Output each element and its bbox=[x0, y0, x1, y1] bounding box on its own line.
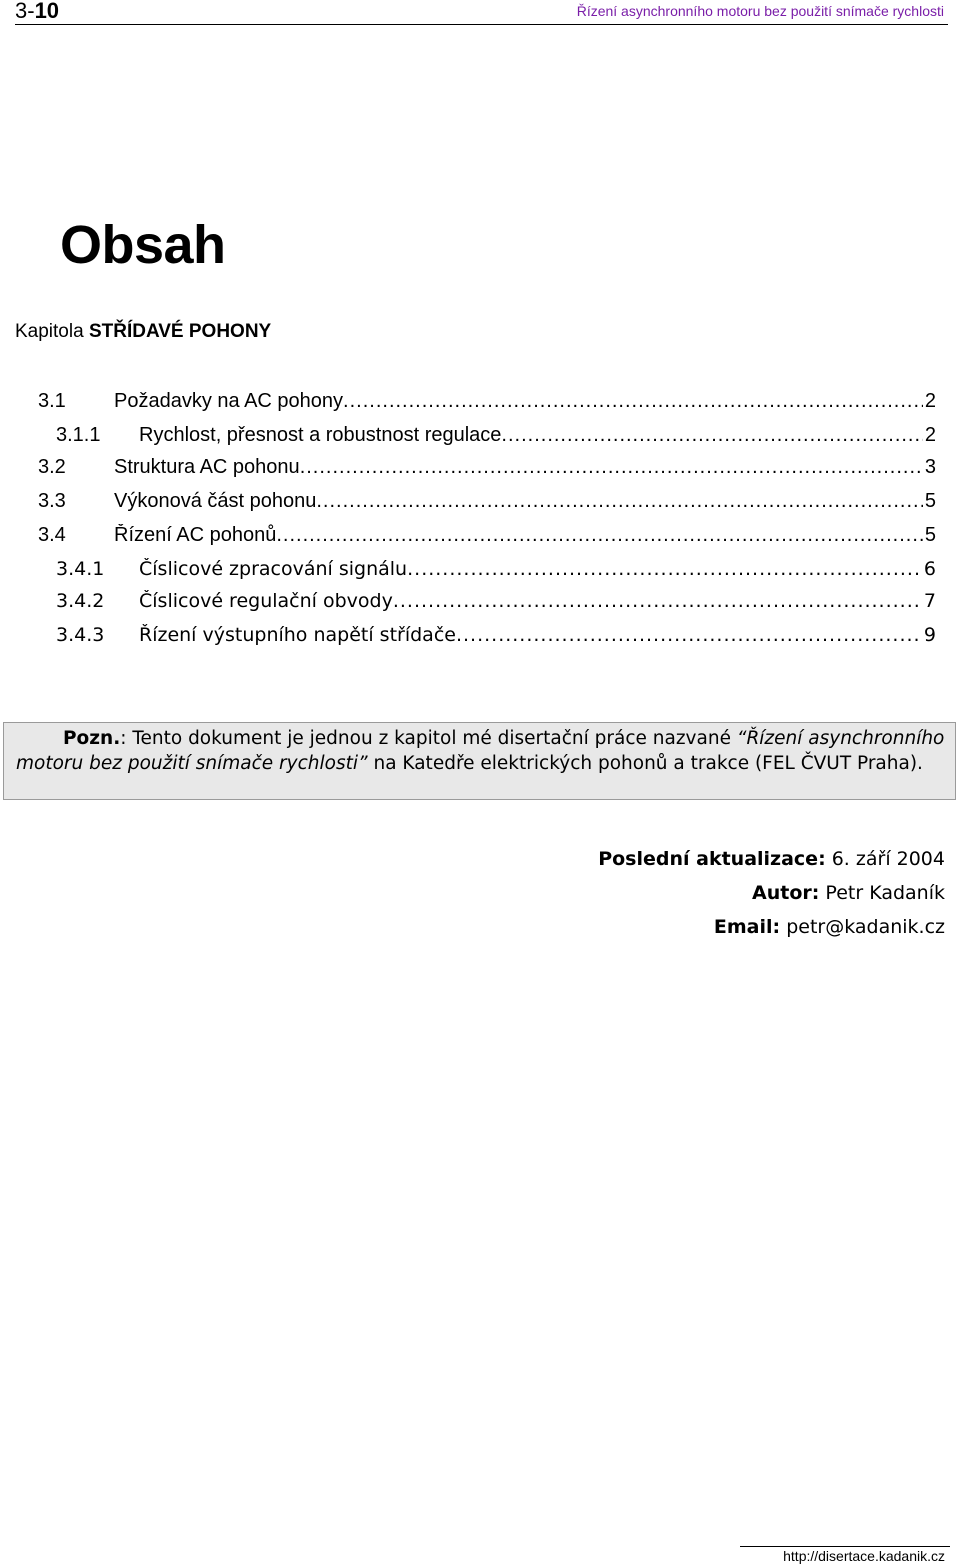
toc-entry[interactable]: 3.4 Řízení AC pohonů ..... 5 bbox=[38, 524, 936, 554]
thesis-title: “Řízení asynchronního motoru bez použití snímače rychlosti” bbox=[16, 728, 945, 774]
page-number: 3-10 bbox=[15, 0, 60, 23]
toc-entry[interactable]: 3.4.1 Číslicové zpracování signálu ..... 6 bbox=[56, 558, 936, 588]
chapter-title: Kapitola STŘÍDAVÉ POHONY bbox=[15, 321, 272, 342]
email: Email: petr@kadanik.cz bbox=[713, 916, 945, 938]
toc-entry[interactable]: 3.2 Struktura AC pohonu ..... 3 bbox=[38, 456, 936, 486]
toc-entry[interactable]: 3.1.1 Rychlost, přesnost a robustnost regulace ..... 2 bbox=[56, 424, 936, 454]
running-title: Řízení asynchronního motoru bez použití snímače rychlosti bbox=[576, 3, 944, 19]
toc-entry[interactable]: 3.3 Výkonová část pohonu ..... 5 bbox=[38, 490, 936, 520]
document-metadata bbox=[598, 842, 945, 944]
note-text-end: na Katedře elektrických pohonů a trakce (FEL ČVUT Praha). bbox=[367, 753, 923, 774]
page-title: Obsah bbox=[60, 215, 226, 275]
toc-entry[interactable]: 3.4.3 Řízení výstupního napětí střídače ..... 9 bbox=[56, 624, 936, 654]
footer-url[interactable]: http://disertace.kadanik.cz bbox=[783, 1548, 945, 1564]
toc-entry[interactable]: 3.1 Požadavky na AC pohony ..... 2 bbox=[38, 390, 936, 420]
last-updated: Poslední aktualizace: 6. září 2004 bbox=[598, 848, 945, 870]
note-label: Pozn. bbox=[63, 728, 121, 749]
footer-divider bbox=[740, 1546, 950, 1547]
page-header bbox=[15, 0, 948, 25]
note-box bbox=[3, 722, 956, 800]
toc-entry[interactable]: 3.4.2 Číslicové regulační obvody ..... 7 bbox=[56, 590, 936, 620]
note-text: : Tento dokument je jednou z kapitol mé disertační práce nazvané bbox=[120, 728, 737, 749]
email-link[interactable]: petr@kadanik.cz bbox=[786, 916, 945, 938]
author: Autor: Petr Kadaník bbox=[752, 882, 945, 904]
